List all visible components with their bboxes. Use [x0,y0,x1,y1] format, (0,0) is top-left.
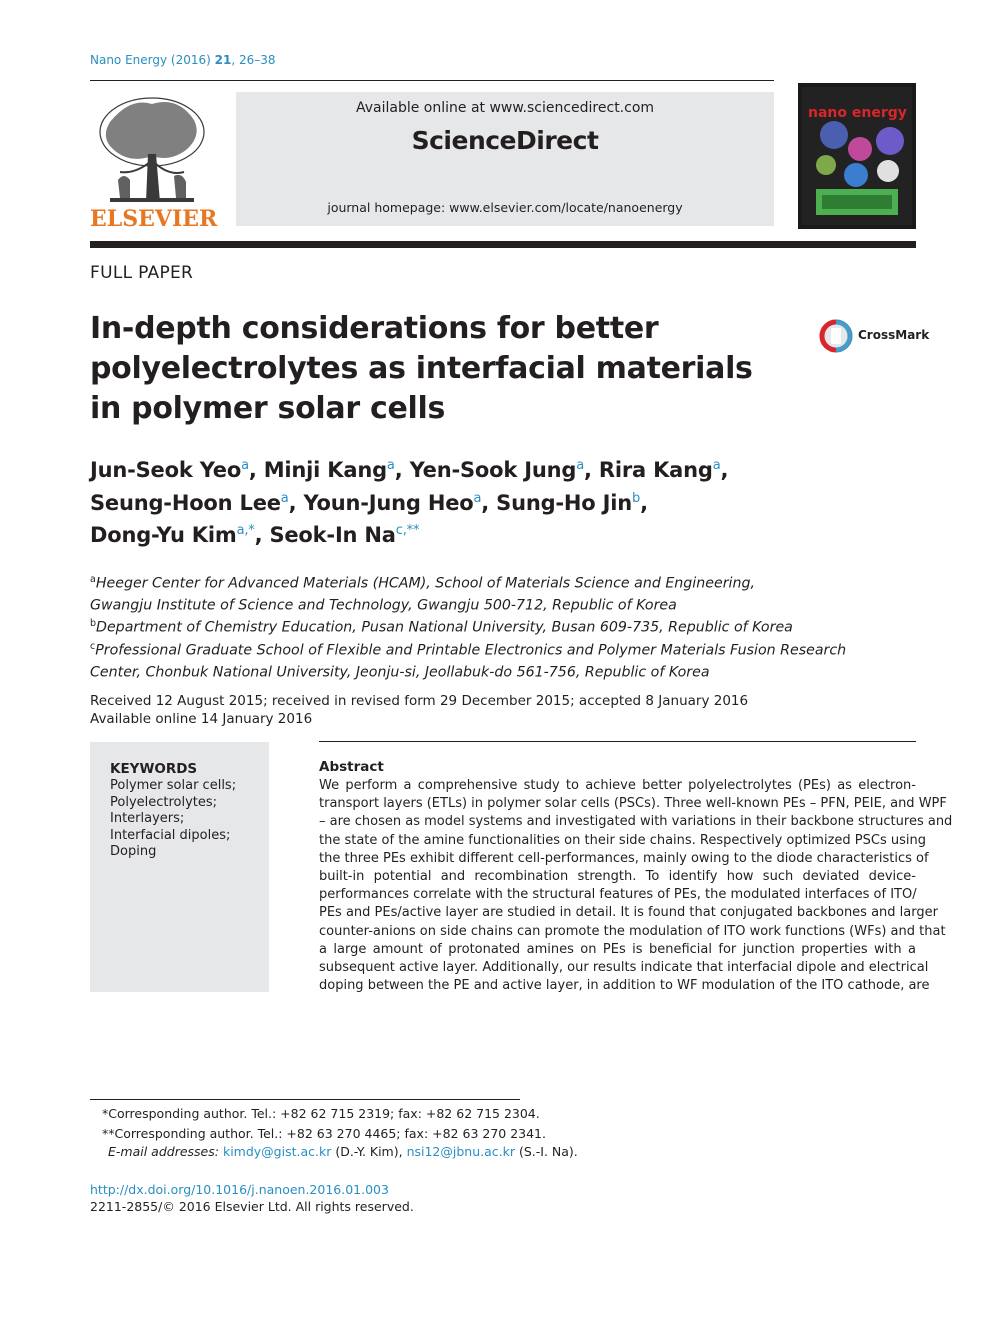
affiliation-line [90,593,850,615]
author-separator: , [481,490,497,515]
author-affiliation-mark[interactable]: b [632,490,641,506]
author-affiliation-mark[interactable]: c,** [395,523,420,538]
keyword-item: Polymer solar cells; [110,778,237,793]
author-name[interactable]: Sung-Ho Jin [496,490,633,515]
author-affiliation-mark[interactable]: a [280,490,289,506]
keyword-item: Polyelectrolytes; [110,794,218,810]
header-rule [90,80,774,81]
affiliations [90,571,850,682]
author-affiliation-mark[interactable]: a [576,458,584,473]
journal-volume: 21 [214,53,232,67]
keywords-heading: KEYWORDS [110,761,198,777]
journal-pages: , 26–38 [231,53,276,67]
crossmark-icon [818,318,854,354]
elsevier-wordmark: ELSEVIER [90,206,218,232]
affiliation-text: Department of Chemistry Education, Pusan National University, Busan 609-735, Republic of Korea [96,620,793,637]
email-link-2[interactable]: nsi12@jbnu.ac.kr [406,1144,515,1159]
received-dates: Received 12 August 2015; received in revised form 29 December 2015; accepted 8 January 2016 [90,693,749,709]
affiliation-mark: b [90,618,97,630]
abstract-line: – are chosen as model systems and investigated with variations in their backbone structures and [319,814,953,830]
author-line [90,517,810,550]
email-link-1[interactable]: kimdy@gist.ac.kr [222,1144,332,1159]
keyword-item: Interfacial dipoles; [110,827,231,843]
keywords-list [110,778,236,861]
author-line [90,452,810,485]
abstract-line: the three PEs exhibit different cell-performances, mainly owing to the diode characteristics of [319,850,929,866]
author-name[interactable]: Seung-Hoon Lee [90,490,281,515]
author-separator: , [720,458,729,482]
abstract-line: a large amount of protonated amines on PEs is beneficial for junction properties with a [319,941,916,957]
abstract-line: built-in potential and recombination strength. To identify how such deviated device- [319,869,916,884]
header-thick-rule [90,241,916,248]
abstract-line: counter-anions on side chains can promote the modulation of ITO work functions (WFs) and that [319,923,946,939]
author-affiliation-mark[interactable]: a [386,458,395,473]
author-name[interactable]: Dong-Yu Kim [90,523,237,547]
abstract-line: transport layers (ETLs) in polymer solar cells (PSCs). Three well-known PEs – PFN, PEIE, and WPF [319,796,947,812]
author-name[interactable]: Seok-In Na [269,523,396,547]
author-affiliation-mark[interactable]: a [241,458,249,473]
author-separator: , [640,490,648,515]
abstract-rule [319,741,916,742]
author-name[interactable]: Minji Kang [263,458,387,482]
title-line: polyelectrolytes as interfacial materials [90,351,753,386]
article-title [90,309,790,429]
affiliation-line [90,571,850,593]
article-type-label: FULL PAPER [90,263,194,283]
abstract-line: performances correlate with the structural features of PEs, the modulated interfaces of ITO/ [319,887,917,903]
author-name[interactable]: Rira Kang [598,458,713,482]
affiliation-mark: a [90,574,96,585]
author-line [90,485,810,518]
journal-cover-image[interactable] [798,83,916,229]
author-name[interactable]: Yen-Sook Jung [409,458,577,482]
available-online-text[interactable]: Available online at www.sciencedirect.com [355,100,655,116]
author-separator: , [254,523,270,547]
affiliation-text: Gwangju Institute of Science and Technology, Gwangju 500-712, Republic of Korea [90,597,677,614]
abstract-line: doping between the PE and active layer, in addition to WF modulation of the ITO cathode, are [319,978,930,994]
author-list [90,452,810,550]
affiliation-line [90,638,850,660]
author-affiliation-mark[interactable]: a,* [236,523,255,538]
corresponding-author-1: *Corresponding author. Tel.: +82 62 715 2319; fax: +82 62 715 2304. [102,1106,540,1121]
keyword-item: Doping [110,844,157,859]
author-affiliation-mark[interactable]: a [473,490,482,506]
copyright-notice: 2211-2855/© 2016 Elsevier Ltd. All rights reserved. [90,1199,414,1214]
affiliation-text: Professional Graduate School of Flexible and Printable Electronics and Polymer Materials Fusion Research [95,642,847,659]
journal-homepage[interactable]: journal homepage: www.elsevier.com/locate/nanoenergy [327,200,683,215]
affiliation-text: Center, Chonbuk National University, Jeonju-si, Jeollabuk-do 561-756, Republic of Korea [90,664,710,681]
author-separator: , [288,490,304,515]
crossmark-label: CrossMark [858,328,930,342]
email-owner-1: (D.-Y. Kim), [331,1144,407,1159]
sciencedirect-logo-text[interactable]: ScienceDirect [411,126,599,155]
journal-name: Nano Energy (2016) [90,53,211,67]
affiliation-text: Heeger Center for Advanced Materials (HCAM), School of Materials Science and Engineering, [95,575,755,592]
email-label: E-mail addresses: [108,1144,219,1159]
crossmark-button[interactable] [818,318,930,354]
affiliation-line [90,660,850,682]
author-affiliation-mark[interactable]: a [712,458,721,473]
author-name[interactable]: Jun-Seok Yeo [90,458,242,482]
cover-title: nano energy [808,105,907,121]
abstract-line: We perform a comprehensive study to achieve better polyelectrolytes (PEs) as electron- [319,778,916,793]
affiliation-mark: c [90,640,96,652]
article-history [90,692,850,728]
journal-citation[interactable] [90,53,276,67]
doi-link[interactable]: http://dx.doi.org/10.1016/j.nanoen.2016.01.003 [90,1182,389,1197]
author-name[interactable]: Youn-Jung Heo [303,490,474,515]
email-owner-2: (S.-I. Na). [515,1144,578,1159]
title-line: In-depth considerations for better [90,311,659,346]
footnote-rule [90,1099,520,1100]
abstract-line: PEs and PEs/active layer are studied in detail. It is found that conjugated backbones and larger [319,905,938,921]
abstract-heading: Abstract [319,759,384,775]
title-line: in polymer solar cells [90,391,446,426]
keyword-item: Interlayers; [110,811,185,826]
affiliation-line [90,615,850,637]
author-separator: , [248,458,264,482]
author-separator: , [583,458,599,482]
email-addresses [108,1143,578,1160]
online-date: Available online 14 January 2016 [90,711,313,727]
corresponding-author-2: **Corresponding author. Tel.: +82 63 270 4465; fax: +82 63 270 2341. [102,1126,546,1141]
abstract-line: the state of the amine functionalities on their side chains. Respectively optimized PSCs using [319,832,926,848]
abstract-line: subsequent active layer. Additionally, our results indicate that interfacial dipole and electrical [319,960,929,975]
author-separator: , [394,458,410,482]
